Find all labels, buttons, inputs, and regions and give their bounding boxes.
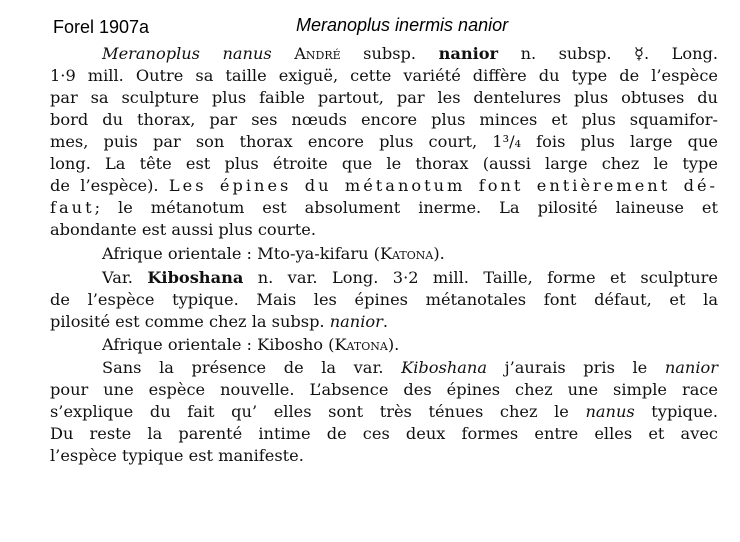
- text-line: mes, puis par son thorax encore plus court, 1³/₄ fois plus large que: [50, 132, 718, 151]
- text-fragment: pilosité est comme chez la subsp.: [50, 312, 330, 331]
- text-line: [102, 267, 718, 289]
- text-line: [50, 197, 718, 219]
- text-line: [102, 43, 718, 65]
- header-species-name: Meranoplus inermis nanior: [296, 15, 509, 35]
- locality-line: [102, 334, 718, 356]
- text-fragment: Afrique orientale : Mto-ya-kifaru (: [102, 244, 380, 263]
- text-line: de l’espèce typique. Mais les épines métanotales font défaut, et la: [50, 290, 718, 309]
- text-fragment: typique.: [634, 402, 718, 421]
- text-fragment: s’explique du fait qu’ elles sont très ténues chez le: [50, 402, 586, 421]
- variety-name: Kiboshana: [401, 358, 487, 377]
- subspecies-name: nanior: [664, 358, 718, 377]
- text-line: par sa sculpture plus faible partout, par les dentelures plus obtuses du: [50, 88, 718, 107]
- text-line: Du reste la parenté intime de ces deux formes entre elles et avec: [50, 424, 718, 443]
- text-line: bord du thorax, par ses nœuds encore plus minces et plus squamifor-: [50, 110, 718, 129]
- subspecies-name: nanior: [438, 44, 499, 63]
- text-fragment: ).: [433, 244, 445, 263]
- text-fragment: subsp.: [340, 44, 439, 63]
- text-fragment: Var.: [102, 268, 148, 287]
- text-line: [50, 175, 718, 197]
- text-fragment: n. var. Long. 3·2 mill. Taille, forme et sculpture: [243, 268, 718, 287]
- text-line: [102, 357, 718, 379]
- genus-name: Meranoplus nanus: [102, 44, 272, 63]
- text-line: [50, 311, 718, 333]
- text-line: l’espèce typique est manifeste.: [50, 446, 304, 465]
- text-fragment: de l’espèce).: [50, 176, 169, 195]
- text-line: [50, 401, 718, 423]
- header-citation: Forel 1907a: [53, 17, 150, 37]
- text-fragment: j’aurais pris le: [487, 358, 665, 377]
- subspecies-name: nanior: [329, 312, 383, 331]
- text-line: 1·9 mill. Outre sa taille exiguë, cette variété diffère du type de l’espèce: [50, 66, 718, 85]
- spaced-text: Les épines du métanotum font entièrement dé-: [168, 176, 718, 195]
- spaced-text: faut: [50, 198, 95, 217]
- text-fragment: Sans la présence de la var.: [102, 358, 402, 377]
- text-fragment: Afrique orientale : Kibosho (: [102, 335, 335, 354]
- text-line: pour une espèce nouvelle. L’absence des épines chez une simple race: [50, 380, 718, 399]
- text-line: long. La tête est plus étroite que le thorax (aussi large chez le type: [50, 154, 718, 173]
- text-fragment: ; le métanotum est absolument inerme. La pilosité laineuse et: [94, 198, 718, 217]
- author-name: André: [294, 44, 341, 63]
- text-fragment: n. subsp. ☿. Long.: [498, 44, 719, 63]
- text-line: abondante est aussi plus courte.: [50, 220, 317, 239]
- variety-name: Kiboshana: [147, 268, 244, 287]
- collector-name: Katona: [334, 335, 388, 354]
- collector-name: Katona: [379, 244, 434, 263]
- locality-line: [102, 243, 718, 265]
- text-fragment: .: [382, 312, 389, 331]
- text-fragment: ).: [387, 335, 400, 354]
- species-name: nanus: [585, 402, 635, 421]
